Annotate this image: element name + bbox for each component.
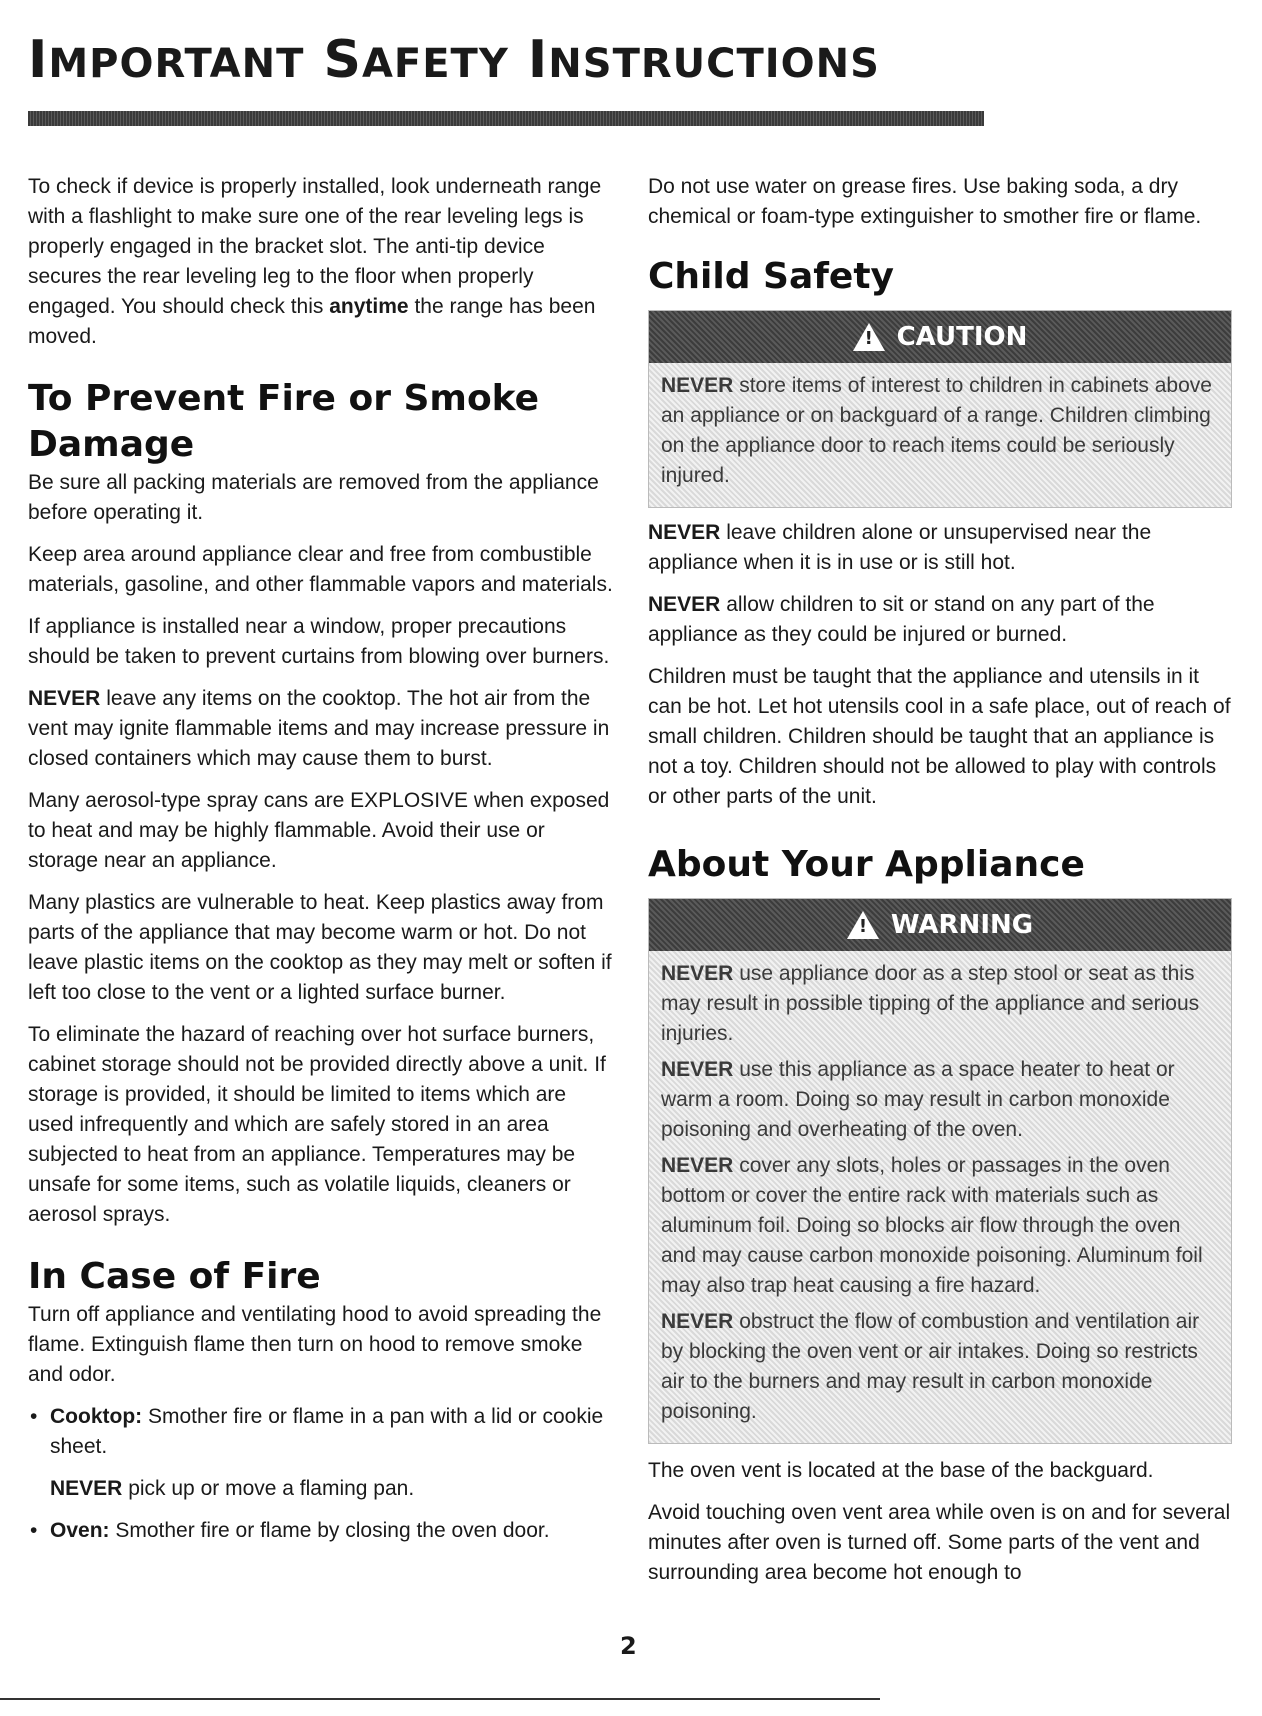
paragraph: If appliance is installed near a window, proper precautions should be taken to prevent curtains from blowing over burners. [28, 615, 610, 668]
heading-prevent-fire: To Prevent Fire or Smoke Damage [28, 378, 540, 465]
paragraph: Many plastics are vulnerable to heat. Keep plastics away from parts of the appliance that may become warm or hot. Do not leave plastic items on the cooktop as they may melt or soften if left too close to the vent or a lighted surface burner. [28, 891, 612, 1004]
paragraph: NEVER leave any items on the cooktop. The hot air from the vent may ignite flammable items and may increase pressure in closed containers which may cause them to burst. [28, 687, 610, 770]
paragraph: Children must be taught that the appliance and utensils in it can be hot. Let hot utensils cool in a safe place, out of reach of small children. Children should be taught that an appliance is not a toy. Children should not be allowed to play with controls or other parts of the unit. [648, 665, 1231, 808]
title-rule [28, 111, 984, 126]
warning-text: NEVER obstruct the flow of combustion and ventilation air by blocking the oven vent or air intakes. Doing so restricts air to the burners and may result in carbon monoxide poisoning. [661, 1310, 1200, 1423]
paragraph: Keep area around appliance clear and free from combustible materials, gasoline, and other flammable vapors and materials. [28, 543, 613, 596]
paragraph: Do not use water on grease fires. Use baking soda, a dry chemical or foam-type extinguisher to smother fire or flame. [648, 175, 1202, 228]
paragraph: To eliminate the hazard of reaching over hot surface burners, cabinet storage should not be provided directly above a unit. If storage is provided, it should be limited to items which are used infrequently and which are safely stored in an area subjected to heat from an appliance. Temperatures may be unsafe for some items, such as volatile liquids, cleaners or aerosol sprays. [28, 1023, 606, 1226]
sub-paragraph: NEVER pick up or move a flaming pan. [50, 1477, 415, 1500]
heading-about-your-appliance: About Your Appliance [648, 844, 1085, 885]
left-column [28, 172, 614, 1558]
paragraph: Be sure all packing materials are removed from the appliance before operating it. [28, 471, 599, 524]
warning-triangle-icon: ! [853, 323, 885, 351]
warning-box [648, 898, 1232, 1444]
warning-text: NEVER use this appliance as a space heater to heat or warm a room. Doing so may result in carbon monoxide poisoning and overheating of the oven. [661, 1058, 1175, 1141]
intro-paragraph: To check if device is properly installed, look underneath range with a flashlight to make sure one of the rear leveling legs is properly engaged in the bracket slot. The anti-tip device secures the rear leveling leg to the floor when properly engaged. You should check this anytime the range has been moved. [28, 175, 602, 348]
paragraph: NEVER allow children to sit or stand on any part of the appliance as they could be injured or burned. [648, 593, 1155, 646]
list-item-oven: • Oven: Smother fire or flame by closing the oven door. [28, 1516, 614, 1546]
caution-text: NEVER store items of interest to children in cabinets above an appliance or on backguard of a range. Children climbing on the appliance door to reach items could be seriously injured. [661, 374, 1212, 487]
warning-banner: ! WARNING [649, 899, 1231, 951]
caution-banner: ! CAUTION [649, 311, 1231, 363]
paragraph: NEVER leave children alone or unsupervised near the appliance when it is in use or is still hot. [648, 521, 1152, 574]
list-item-cooktop: • Cooktop: Smother fire or flame in a pan with a lid or cookie sheet. [28, 1402, 614, 1462]
fire-bullet-list [28, 1402, 614, 1462]
page-title: IMPORTANT SAFETY INSTRUCTIONS [28, 30, 880, 90]
heading-in-case-of-fire: In Case of Fire [28, 1256, 321, 1297]
warning-triangle-icon: ! [847, 911, 879, 939]
paragraph: Turn off appliance and ventilating hood to avoid spreading the flame. Extinguish flame then turn on hood to remove smoke and odor. [28, 1303, 602, 1386]
warning-text: NEVER use appliance door as a step stool or seat as this may result in possible tipping of the appliance and serious injuries. [661, 962, 1200, 1045]
bottom-rule [0, 1698, 880, 1700]
heading-child-safety: Child Safety [648, 256, 895, 297]
right-column [648, 172, 1232, 1600]
paragraph: Many aerosol-type spray cans are EXPLOSIVE when exposed to heat and may be highly flammable. Avoid their use or storage near an appliance. [28, 789, 610, 872]
warning-text: NEVER cover any slots, holes or passages in the oven bottom or cover the entire rack with materials such as aluminum foil. Doing so blocks air flow through the oven and may cause carbon monoxide poisoning. Aluminum foil may also trap heat causing a fire hazard. [661, 1154, 1203, 1297]
caution-box [648, 310, 1232, 508]
fire-bullet-list [28, 1516, 614, 1546]
paragraph: Avoid touching oven vent area while oven is on and for several minutes after oven is turned off. Some parts of the vent and surrounding area become hot enough to [648, 1501, 1231, 1584]
page-number: 2 [620, 1632, 637, 1660]
paragraph: The oven vent is located at the base of the backguard. [648, 1459, 1154, 1482]
